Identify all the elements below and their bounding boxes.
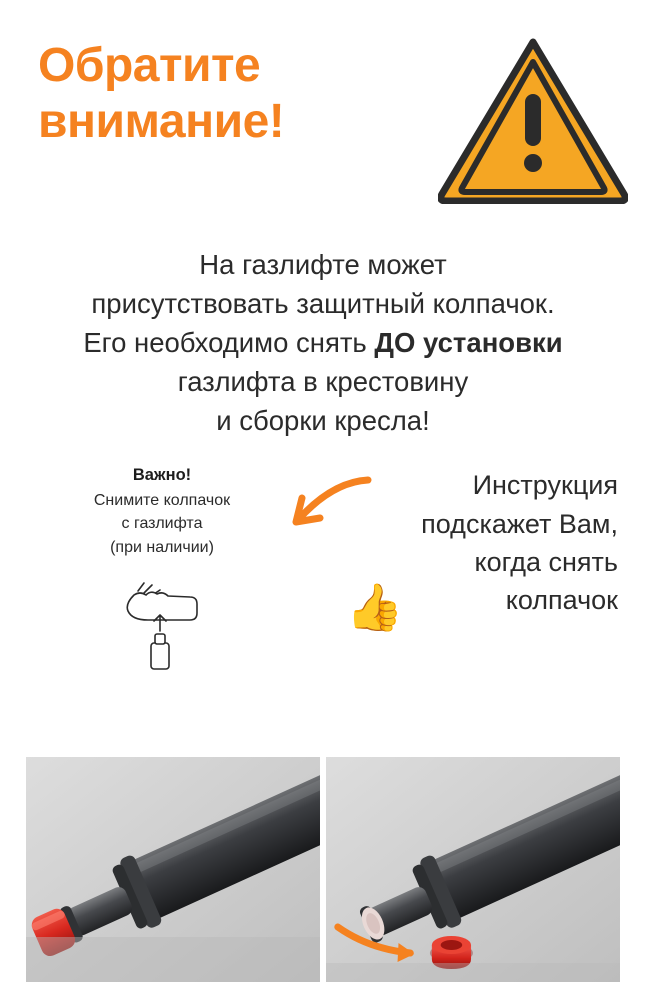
header bbox=[0, 0, 646, 215]
warning-triangle-icon bbox=[438, 36, 628, 204]
hand-removing-cap-icon bbox=[104, 571, 220, 675]
lead-line-3 bbox=[24, 323, 622, 362]
lead-paragraph bbox=[0, 215, 646, 440]
photo-comparison bbox=[26, 757, 620, 982]
important-note-line-2: с газлифта bbox=[121, 515, 203, 533]
instruction-line-4: колпачок bbox=[505, 585, 618, 616]
page-title-line-2: внимание! bbox=[38, 94, 285, 148]
important-note-line-1: Снимите колпачок bbox=[93, 492, 231, 510]
instruction-line-3: когда снять bbox=[474, 546, 618, 577]
lead-line-4: газлифта в крестовину bbox=[177, 366, 469, 398]
page-title bbox=[38, 38, 438, 149]
lead-line-3-text: Его необходимо снять bbox=[83, 327, 375, 359]
instruction-line-1: Инструкция bbox=[472, 470, 618, 501]
page-title-line-1: Обратите bbox=[38, 39, 261, 92]
instruction-line-2: подскажет Вам, bbox=[421, 508, 618, 539]
lead-line-1: На газлифте может bbox=[199, 249, 447, 280]
middle-section bbox=[0, 466, 646, 736]
lead-line-3-emphasis: ДО установки bbox=[374, 327, 563, 359]
gas-lift-with-cap-photo bbox=[26, 757, 320, 982]
important-note-line-3: (при наличии) bbox=[110, 538, 214, 556]
lead-line-2: присутствовать защитный колпачок. bbox=[91, 288, 555, 320]
important-note bbox=[52, 466, 272, 675]
important-note-title: Важно! bbox=[132, 466, 192, 485]
gas-lift-without-cap-photo bbox=[326, 757, 620, 982]
thumbs-up-icon: 👍 bbox=[346, 581, 404, 634]
lead-line-5: и сборки кресла! bbox=[216, 405, 430, 437]
